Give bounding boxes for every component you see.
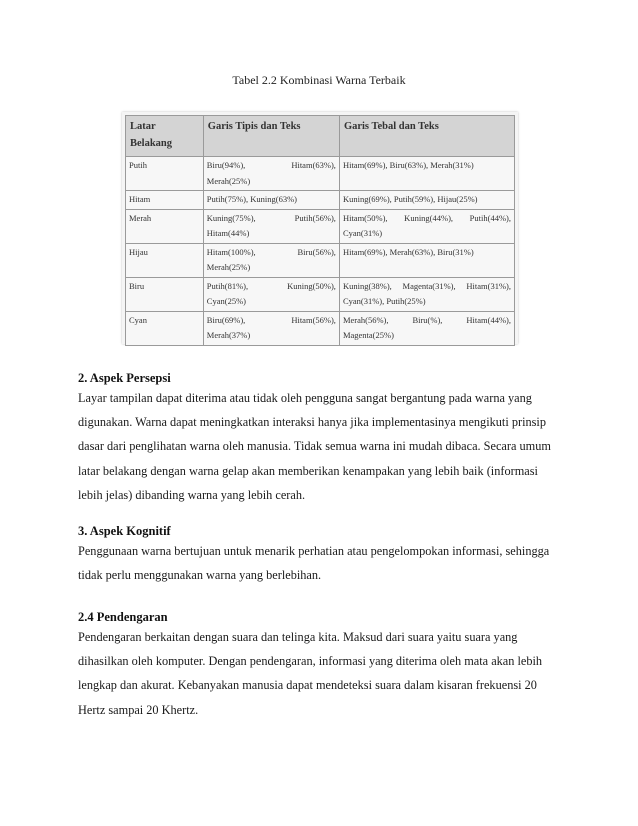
table-row (126, 277, 515, 311)
table-cell: Putih(75%), Kuning(63%) (203, 191, 339, 210)
table-cell: Hitam(69%), Merah(63%), Biru(31%) (339, 243, 514, 277)
table-row (126, 311, 515, 345)
header-thick-lines: Garis Tebal dan Teks (339, 116, 514, 157)
table-cell: Cyan (126, 311, 204, 345)
table-row (126, 243, 515, 277)
table-header-row (126, 116, 515, 157)
table-cell: Merah(56%), Biru(%), Hitam(44%), Magenta(25%) (339, 311, 514, 345)
table-cell: Merah (126, 209, 204, 243)
table-cell: Hitam (126, 191, 204, 210)
table-caption: Tabel 2.2 Kombinasi Warna Terbaik (232, 73, 406, 87)
table-cell: Hijau (126, 243, 204, 277)
table-cell: Putih (126, 157, 204, 191)
color-combination-table-image (122, 112, 518, 344)
section-paragraph-persepsi: Layar tampilan dapat diterima atau tidak oleh pengguna sangat bergantung pada warna yang digunakan. Warna dapat meningkatkan interaksi hanya jika implementasinya mengikuti prinsip dasar dari penglihatan warna oleh manusia. Tidak semua warna ini mudah dibaca. Secara umum latar belakang dengan warna gelap akan memberikan kenampakan yang lebih baik (informasi lebih jelas) dibanding warna yang lebih cerah. (78, 391, 551, 502)
table-cell: Kuning(38%), Magenta(31%), Hitam(31%), Cyan(31%), Putih(25%) (339, 277, 514, 311)
table-cell: Biru(94%), Hitam(63%), Merah(25%) (203, 157, 339, 191)
table-cell: Kuning(69%), Putih(59%), Hijau(25%) (339, 191, 514, 210)
table-row (126, 209, 515, 243)
section-paragraph-pendengaran: Pendengaran berkaitan dengan suara dan telinga kita. Maksud dari suara yaitu suara yang dihasilkan oleh komputer. Dengan pendengaran, informasi yang diterima oleh mata akan lebih lengkap dan akurat. Kebanyakan manusia dapat mendeteksi suara dalam kisaran frekuensi 20 Hertz sampai 20 Khertz. (78, 630, 543, 717)
table-cell: Biru (126, 277, 204, 311)
section-paragraph-kognitif: Penggunaan warna bertujuan untuk menarik perhatian atau pengelompokan informasi, sehingga tidak perlu menggunakan warna yang berlebihan. (78, 544, 550, 583)
table-row (126, 191, 515, 210)
color-combination-table (125, 115, 515, 346)
table-cell: Biru(69%), Hitam(56%), Merah(37%) (203, 311, 339, 345)
table-cell: Hitam(69%), Biru(63%), Merah(31%) (339, 157, 514, 191)
table-row (126, 157, 515, 191)
table-cell: Hitam(100%), Biru(56%), Merah(25%) (203, 243, 339, 277)
section-heading-kognitif: 3. Aspek Kognitif (78, 524, 171, 538)
section-heading-persepsi: 2. Aspek Persepsi (78, 371, 171, 385)
section-heading-pendengaran: 2.4 Pendengaran (78, 610, 168, 624)
header-thin-lines: Garis Tipis dan Teks (203, 116, 339, 157)
table-cell: Hitam(50%), Kuning(44%), Putih(44%), Cyan(31%) (339, 209, 514, 243)
table-cell: Kuning(75%), Putih(56%), Hitam(44%) (203, 209, 339, 243)
header-background: Latar Belakang (126, 116, 204, 157)
table-cell: Putih(81%), Kuning(50%), Cyan(25%) (203, 277, 339, 311)
